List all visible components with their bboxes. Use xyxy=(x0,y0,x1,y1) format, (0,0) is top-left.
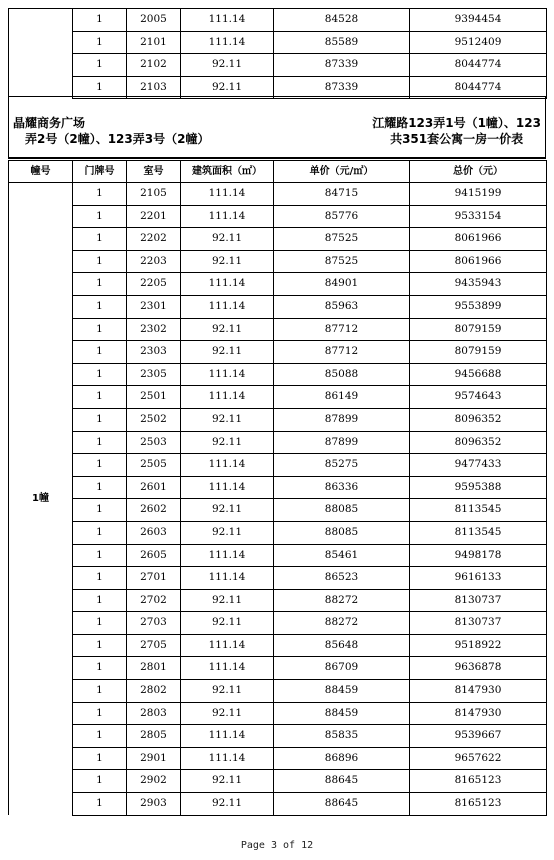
unit-price-cell: 85088 xyxy=(274,363,410,386)
table-row xyxy=(9,725,547,748)
continued-table xyxy=(8,8,547,99)
room-cell: 2205 xyxy=(127,273,181,296)
table-row xyxy=(9,408,547,431)
title-right xyxy=(372,115,541,147)
unit-price-cell: 86896 xyxy=(274,747,410,770)
table-row xyxy=(9,702,547,725)
area-cell: 111.14 xyxy=(181,183,274,206)
unit-price-cell: 85648 xyxy=(274,634,410,657)
total-price-cell: 9415199 xyxy=(410,183,547,206)
area-cell: 111.14 xyxy=(181,31,274,54)
room-cell: 2305 xyxy=(127,363,181,386)
room-cell: 2901 xyxy=(127,747,181,770)
total-price-cell: 8147930 xyxy=(410,680,547,703)
total-price-cell: 8147930 xyxy=(410,702,547,725)
table-row xyxy=(9,544,547,567)
unit-price-cell: 85963 xyxy=(274,295,410,318)
room-cell: 2101 xyxy=(127,31,181,54)
unit-price-cell: 88459 xyxy=(274,680,410,703)
table-row xyxy=(9,31,547,54)
room-cell: 2202 xyxy=(127,228,181,251)
room-cell: 2701 xyxy=(127,567,181,590)
area-cell: 92.11 xyxy=(181,76,274,99)
area-cell: 111.14 xyxy=(181,295,274,318)
room-cell: 2801 xyxy=(127,657,181,680)
door-cell: 1 xyxy=(73,31,127,54)
door-cell: 1 xyxy=(73,657,127,680)
total-price-cell: 8096352 xyxy=(410,408,547,431)
area-cell: 111.14 xyxy=(181,725,274,748)
unit-price-cell: 88459 xyxy=(274,702,410,725)
unit-price-cell: 86149 xyxy=(274,386,410,409)
room-cell: 2103 xyxy=(127,76,181,99)
total-price-cell: 8130737 xyxy=(410,612,547,635)
door-cell: 1 xyxy=(73,54,127,77)
unit-price-cell: 85835 xyxy=(274,725,410,748)
door-cell: 1 xyxy=(73,499,127,522)
header-room: 室号 xyxy=(127,161,181,183)
total-price-cell: 8113545 xyxy=(410,521,547,544)
area-cell: 92.11 xyxy=(181,589,274,612)
door-cell: 1 xyxy=(73,386,127,409)
continued-table-body xyxy=(9,9,547,99)
table-row xyxy=(9,363,547,386)
header-total-price: 总价（元） xyxy=(410,161,547,183)
door-cell: 1 xyxy=(73,431,127,454)
door-cell: 1 xyxy=(73,680,127,703)
room-cell: 2605 xyxy=(127,544,181,567)
table-row xyxy=(9,454,547,477)
room-cell: 2303 xyxy=(127,341,181,364)
room-cell: 2902 xyxy=(127,770,181,793)
door-cell: 1 xyxy=(73,273,127,296)
area-cell: 92.11 xyxy=(181,431,274,454)
total-price-cell: 9539667 xyxy=(410,725,547,748)
building-label: 1幢 xyxy=(9,183,73,816)
unit-price-cell: 84901 xyxy=(274,273,410,296)
area-cell: 111.14 xyxy=(181,657,274,680)
area-cell: 111.14 xyxy=(181,454,274,477)
door-cell: 1 xyxy=(73,567,127,590)
room-cell: 2203 xyxy=(127,250,181,273)
total-price-cell: 9574643 xyxy=(410,386,547,409)
table-row xyxy=(9,567,547,590)
room-cell: 2502 xyxy=(127,408,181,431)
table-row xyxy=(9,476,547,499)
door-cell: 1 xyxy=(73,612,127,635)
table-row xyxy=(9,250,547,273)
room-cell: 2903 xyxy=(127,793,181,816)
room-cell: 2703 xyxy=(127,612,181,635)
unit-price-cell: 88085 xyxy=(274,521,410,544)
door-cell: 1 xyxy=(73,521,127,544)
total-price-cell: 9435943 xyxy=(410,273,547,296)
unit-price-cell: 86709 xyxy=(274,657,410,680)
area-cell: 92.11 xyxy=(181,228,274,251)
door-cell: 1 xyxy=(73,318,127,341)
door-cell: 1 xyxy=(73,183,127,206)
unit-price-cell: 86336 xyxy=(274,476,410,499)
door-cell: 1 xyxy=(73,9,127,32)
area-cell: 111.14 xyxy=(181,386,274,409)
table-row xyxy=(9,183,547,206)
door-cell: 1 xyxy=(73,725,127,748)
door-cell: 1 xyxy=(73,363,127,386)
door-cell: 1 xyxy=(73,747,127,770)
total-price-cell: 9595388 xyxy=(410,476,547,499)
unit-price-cell: 85275 xyxy=(274,454,410,477)
area-cell: 92.11 xyxy=(181,341,274,364)
door-cell: 1 xyxy=(73,295,127,318)
total-price-cell: 9456688 xyxy=(410,363,547,386)
total-price-cell: 9518922 xyxy=(410,634,547,657)
total-price-cell: 8165123 xyxy=(410,793,547,816)
area-cell: 92.11 xyxy=(181,54,274,77)
total-price-cell: 9533154 xyxy=(410,205,547,228)
room-cell: 2802 xyxy=(127,680,181,703)
door-cell: 1 xyxy=(73,589,127,612)
table-row xyxy=(9,612,547,635)
total-price-cell: 8113545 xyxy=(410,499,547,522)
unit-price-cell: 88085 xyxy=(274,499,410,522)
unit-price-cell: 85461 xyxy=(274,544,410,567)
table-row xyxy=(9,680,547,703)
total-price-cell: 8165123 xyxy=(410,770,547,793)
total-price-cell: 8044774 xyxy=(410,76,547,99)
area-cell: 92.11 xyxy=(181,702,274,725)
unit-price-cell: 88272 xyxy=(274,612,410,635)
total-price-cell: 9512409 xyxy=(410,31,547,54)
area-cell: 111.14 xyxy=(181,273,274,296)
door-cell: 1 xyxy=(73,770,127,793)
total-price-cell: 8044774 xyxy=(410,54,547,77)
table-row xyxy=(9,770,547,793)
price-table-header xyxy=(9,161,547,183)
price-table xyxy=(8,160,547,816)
room-cell: 2105 xyxy=(127,183,181,206)
total-price-cell: 8079159 xyxy=(410,341,547,364)
area-cell: 111.14 xyxy=(181,476,274,499)
unit-price-cell: 85776 xyxy=(274,205,410,228)
title-subtitle: 共351套公寓一房一价表 xyxy=(390,132,524,146)
table-row xyxy=(9,295,547,318)
header-row xyxy=(9,161,547,183)
room-cell: 2503 xyxy=(127,431,181,454)
table-row xyxy=(9,205,547,228)
table-row xyxy=(9,431,547,454)
price-table-body xyxy=(9,183,547,816)
area-cell: 111.14 xyxy=(181,567,274,590)
room-cell: 2601 xyxy=(127,476,181,499)
room-cell: 2505 xyxy=(127,454,181,477)
total-price-cell: 9553899 xyxy=(410,295,547,318)
door-cell: 1 xyxy=(73,228,127,251)
unit-price-cell: 87339 xyxy=(274,54,410,77)
table-row xyxy=(9,521,547,544)
area-cell: 92.11 xyxy=(181,680,274,703)
unit-price-cell: 87899 xyxy=(274,408,410,431)
area-cell: 92.11 xyxy=(181,521,274,544)
room-cell: 2302 xyxy=(127,318,181,341)
room-cell: 2805 xyxy=(127,725,181,748)
unit-price-cell: 87339 xyxy=(274,76,410,99)
title-left xyxy=(13,115,209,147)
building-cell xyxy=(9,31,73,54)
room-cell: 2501 xyxy=(127,386,181,409)
table-row xyxy=(9,747,547,770)
table-row xyxy=(9,54,547,77)
unit-price-cell: 87525 xyxy=(274,228,410,251)
table-row xyxy=(9,318,547,341)
header-area: 建筑面积（㎡） xyxy=(181,161,274,183)
total-price-cell: 9394454 xyxy=(410,9,547,32)
door-cell: 1 xyxy=(73,408,127,431)
total-price-cell: 8061966 xyxy=(410,228,547,251)
total-price-cell: 8079159 xyxy=(410,318,547,341)
room-cell: 2702 xyxy=(127,589,181,612)
room-cell: 2005 xyxy=(127,9,181,32)
room-cell: 2705 xyxy=(127,634,181,657)
table-row xyxy=(9,634,547,657)
table-row xyxy=(9,341,547,364)
unit-price-cell: 87525 xyxy=(274,250,410,273)
title-project-name: 晶耀商务广场 xyxy=(13,116,86,130)
area-cell: 111.14 xyxy=(181,205,274,228)
unit-price-cell: 88645 xyxy=(274,793,410,816)
area-cell: 111.14 xyxy=(181,634,274,657)
door-cell: 1 xyxy=(73,702,127,725)
table-row xyxy=(9,657,547,680)
table-row xyxy=(9,589,547,612)
title-address-cont: 弄2号（2幢）、123弄3号（2幢） xyxy=(25,132,210,146)
door-cell: 1 xyxy=(73,476,127,499)
total-price-cell: 9657622 xyxy=(410,747,547,770)
table-row xyxy=(9,228,547,251)
door-cell: 1 xyxy=(73,454,127,477)
building-cell xyxy=(9,54,73,77)
room-cell: 2301 xyxy=(127,295,181,318)
unit-price-cell: 88645 xyxy=(274,770,410,793)
area-cell: 92.11 xyxy=(181,250,274,273)
header-door: 门牌号 xyxy=(73,161,127,183)
building-cell xyxy=(9,9,73,32)
table-row xyxy=(9,793,547,816)
door-cell: 1 xyxy=(73,250,127,273)
total-price-cell: 8096352 xyxy=(410,431,547,454)
room-cell: 2102 xyxy=(127,54,181,77)
total-price-cell: 8130737 xyxy=(410,589,547,612)
area-cell: 92.11 xyxy=(181,793,274,816)
door-cell: 1 xyxy=(73,793,127,816)
total-price-cell: 9636878 xyxy=(410,657,547,680)
total-price-cell: 9616133 xyxy=(410,567,547,590)
area-cell: 92.11 xyxy=(181,612,274,635)
unit-price-cell: 84528 xyxy=(274,9,410,32)
area-cell: 92.11 xyxy=(181,408,274,431)
title-address: 江耀路123弄1号（1幢）、123 xyxy=(372,116,541,130)
unit-price-cell: 87899 xyxy=(274,431,410,454)
unit-price-cell: 86523 xyxy=(274,567,410,590)
room-cell: 2201 xyxy=(127,205,181,228)
unit-price-cell: 87712 xyxy=(274,318,410,341)
room-cell: 2603 xyxy=(127,521,181,544)
table-row xyxy=(9,386,547,409)
unit-price-cell: 88272 xyxy=(274,589,410,612)
area-cell: 111.14 xyxy=(181,9,274,32)
door-cell: 1 xyxy=(73,544,127,567)
area-cell: 92.11 xyxy=(181,499,274,522)
table-row xyxy=(9,499,547,522)
total-price-cell: 9477433 xyxy=(410,454,547,477)
unit-price-cell: 87712 xyxy=(274,341,410,364)
total-price-cell: 8061966 xyxy=(410,250,547,273)
total-price-cell: 9498178 xyxy=(410,544,547,567)
area-cell: 92.11 xyxy=(181,318,274,341)
page-footer: Page 3 of 12 xyxy=(240,840,314,851)
door-cell: 1 xyxy=(73,205,127,228)
table-row xyxy=(9,9,547,32)
room-cell: 2803 xyxy=(127,702,181,725)
table-row xyxy=(9,273,547,296)
unit-price-cell: 85589 xyxy=(274,31,410,54)
room-cell: 2602 xyxy=(127,499,181,522)
door-cell: 1 xyxy=(73,341,127,364)
area-cell: 111.14 xyxy=(181,544,274,567)
area-cell: 111.14 xyxy=(181,747,274,770)
header-unit-price: 单价（元/㎡） xyxy=(274,161,410,183)
door-cell: 1 xyxy=(73,634,127,657)
area-cell: 92.11 xyxy=(181,770,274,793)
table-title xyxy=(8,96,546,159)
area-cell: 111.14 xyxy=(181,363,274,386)
header-building: 幢号 xyxy=(9,161,73,183)
unit-price-cell: 84715 xyxy=(274,183,410,206)
door-cell: 1 xyxy=(73,76,127,99)
